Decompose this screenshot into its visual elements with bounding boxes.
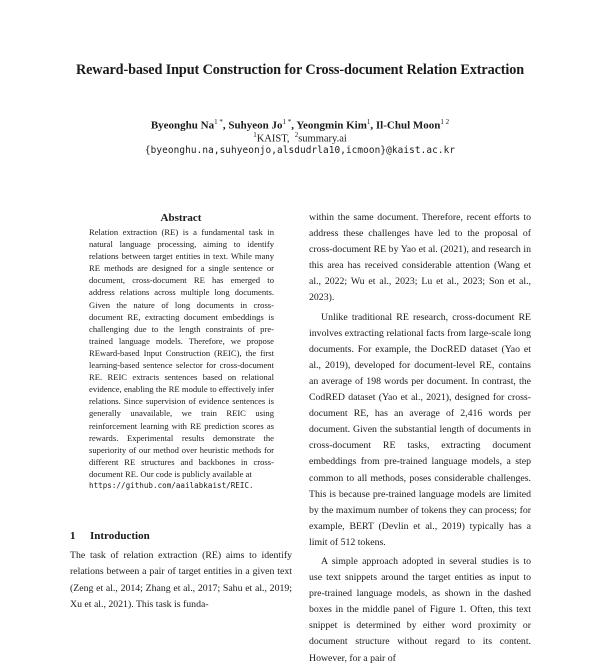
affiliation-mark: 1 — [253, 131, 257, 139]
author-emails: {byeonghu.na,suhyeonjo,alsdudrla10,icmoon}@kaist.ac.kr — [144, 145, 456, 156]
abstract-body — [89, 226, 274, 492]
section-heading — [70, 530, 150, 542]
intro-paragraph: The task of relation extraction (RE) aims to identify relations between a pair of target entities in a given text (Zeng et al., 2014; Zhang et al., 2017; Sahu et al., 2019; Xu et al., 2021). This task is funda- — [70, 550, 292, 611]
abstract-heading: Abstract — [160, 212, 202, 224]
author-name: Byeonghu Na — [150, 119, 215, 132]
section-number: 1 — [70, 530, 76, 542]
section-title: Introduction — [90, 530, 150, 542]
affiliation-name: KAIST — [256, 133, 287, 145]
code-url-link[interactable]: https://github.com/aailabkaist/REIC. — [89, 480, 254, 490]
body-paragraph: A simple approach adopted in several studies is to use text snippets around the target entities as input to pre-trained language models, as shown in the dashed boxes in the middle panel of Figure 1. Often, this text snippet is determined by either word proximity or document structure without regard to its content. However, for a pair of — [309, 555, 531, 664]
body-paragraph: within the same document. Therefore, recent efforts to address these challenges have led to the proposal of cross-document RE by Yao et al. (2021), and research in this area has received considerable attention (Wang et al., 2022; Wu et al., 2023; Lu et al., 2023; Son et al., 2023). — [309, 212, 531, 304]
abstract-text: Relation extraction (RE) is a fundamental task in natural language processing, aiming to identify relations between target entities in text. While many RE methods are designed for a single sentence or document, cross-document RE has emerged to address relations across multiple long documents. Given the nature of long documents in cross-document RE, extracting document embeddings is challenging due to the length constraints of pre-trained language models. Therefore, we propose REward-based Input Construction (REIC), the first learning-based sentence selector for cross-document RE. REIC extracts sentences based on relational evidence, enabling the RE module to effectively infer relations. Since supervision of evidence sentences is generally unavailable, we train REIC using reinforcement learning with RE prediction scores as rewards. Experimental results demonstrate the superiority of our method over heuristic methods for different RE structures and backbones in cross-document RE. Our code is publicly available at — [89, 227, 274, 479]
author-name: Il-Chul Moon — [375, 119, 441, 132]
author-name: Yeongmin Kim — [296, 119, 367, 132]
affiliation-name: summary.ai — [298, 133, 347, 145]
author-list: Byeonghu $Na^{1 *}$, Suhyeon $Jo^{1 *}$, Yeongmin Kim$^1$, Il-Chul Moon$^{1 2}$ — [150, 118, 450, 132]
author-mark: 1 2 — [440, 118, 450, 126]
affiliations: $^1$KAIST, $^2$summary.ai — [253, 131, 347, 145]
right-column — [309, 210, 531, 667]
author-mark: 1 — [366, 118, 371, 126]
affiliation-mark: 2 — [294, 131, 299, 139]
author-mark: 1 * — [214, 118, 223, 126]
author-name: Suhyeon Jo — [228, 119, 283, 132]
intro-left-column — [70, 548, 292, 614]
body-paragraph: Unlike traditional RE research, cross-document RE involves extracting relational facts from large-scale long documents. For example, the DocRED dataset (Yao et al., 2019), developed for document-level RE, contains an average of 198 words per document. In contrast, the CodRED dataset (Yao et al., 2021), designed for cross-document RE, has an average of 2,416 words per document. Given the substantial length of documents in cross-document RE tasks, extracting document embeddings from pre-trained language models, a step common to all methods, poses considerable challenges. This is because pre-trained language models are limited by the maximum number of tokens they can process; for example, BERT (Devlin et al., 2019) typically has a limit of 512 tokens. — [309, 311, 531, 548]
paper-title: Reward-based Input Construction for Cross-document Relation Extraction — [75, 62, 525, 78]
author-mark: 1 * — [282, 118, 292, 126]
